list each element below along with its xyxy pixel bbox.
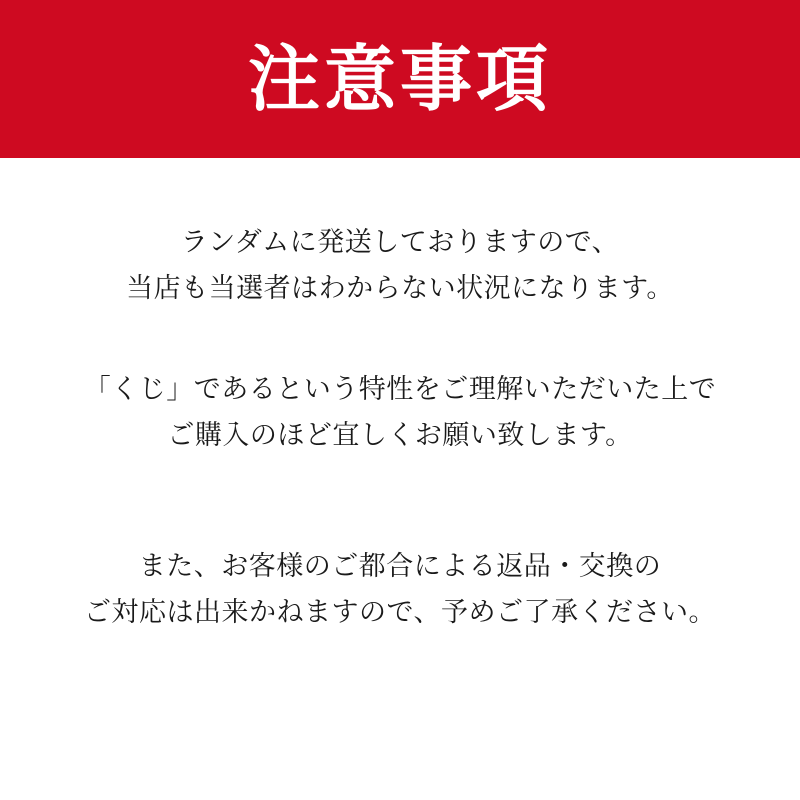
notice-body bbox=[0, 158, 800, 637]
notice-line: 当店も当選者はわからない状況になります。 bbox=[126, 273, 674, 305]
notice-line: ご購入のほど宜しくお願い致します。 bbox=[167, 420, 633, 452]
notice-line: 「くじ」であるという特性をご理解いただいた上で bbox=[83, 373, 717, 405]
notice-line: ご対応は出来かねますので、予めご了承ください。 bbox=[84, 597, 716, 629]
notice-paragraph bbox=[40, 220, 760, 313]
notice-line: ランダムに発送しておりますので、 bbox=[180, 227, 620, 258]
header-banner bbox=[0, 0, 800, 158]
notice-line: また、お客様のご都合による返品・交換の bbox=[138, 550, 662, 582]
page-title: 注意事項 bbox=[247, 37, 552, 121]
notice-paragraph bbox=[40, 544, 760, 637]
notice-paragraph bbox=[40, 367, 760, 460]
